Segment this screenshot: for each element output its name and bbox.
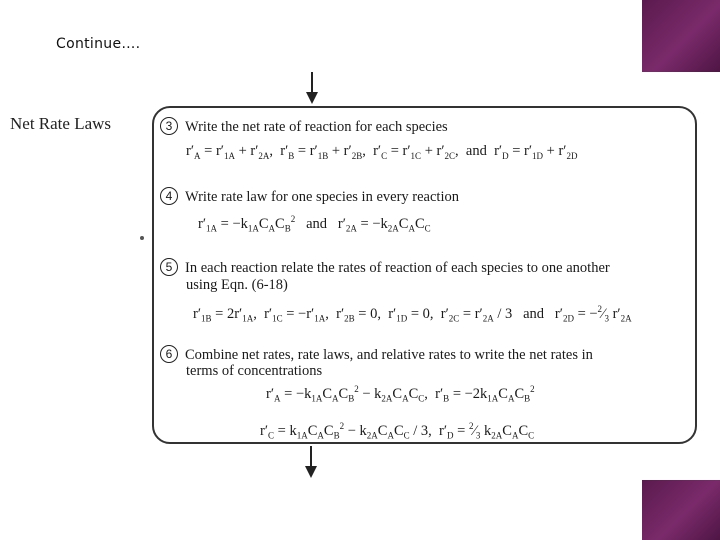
step-text: In each reaction relate the rates of reaction of each species to one another	[185, 260, 610, 276]
equation-relative-rates: $r'_{1B} = 2r'_{1A}$, $r'_{1C} = -r'_{1A}$, $r'_{2B} = 0$, $r'_{1D} = 0$, $r'_{2C} = r'_{2A} / 3$ and $r'_{2D}$ = $-^2⁄_3$ $r'_{2A}$	[193, 304, 632, 324]
step-number-badge: 5	[160, 258, 178, 276]
step-text: Combine net rates, rate laws, and relative rates to write the net rates in	[185, 347, 593, 363]
step-number-badge: 4	[160, 187, 178, 205]
equation-rate-laws: $r'_{1A} = -k_{1A}C_AC_B^2$ and $r'_{2A} = -k_{2A}C_AC_C$	[198, 214, 431, 234]
decorative-accent-top	[642, 0, 720, 72]
step-5-continued: using Eqn. (6-18)	[186, 277, 288, 293]
equation-net-rates: $r'_A = r'_{1A} + r'_{2A}$, $r'_B = r'_{1B} + r'_{2B}$, $r'_C = r'_{1C} + r'_{2C}$, and $r'_D = r'_{1D} + r'_{2D}$	[186, 143, 578, 161]
equation-combined-1: $r'_A = -k_{1A}C_AC_B^2 - k_{2A}C_AC_C$, $r'_B = -2k_{1A}C_AC_B^2$	[266, 384, 535, 404]
arrow-down-icon	[304, 72, 320, 106]
decorative-accent-bottom	[642, 480, 720, 540]
step-5	[160, 258, 610, 277]
step-6-continued: terms of concentrations	[186, 363, 323, 379]
equation-combined-2: $r'_C = k_{1A}C_AC_B^2 - k_{2A}C_AC_C / 3$, $r'_D$ = $^2⁄_3$ $k_{2A}C_AC_C$	[260, 421, 535, 441]
step-number-badge: 6	[160, 345, 178, 363]
arrow-down-icon	[303, 446, 319, 480]
step-4	[160, 187, 459, 206]
step-text: Write rate law for one species in every reaction	[185, 189, 459, 205]
step-number-badge: 3	[160, 117, 178, 135]
net-rate-laws-title: Net Rate Laws	[10, 114, 112, 133]
step-text: Write the net rate of reaction for each species	[185, 119, 448, 135]
continue-label: Continue….	[56, 36, 141, 52]
step-3	[160, 117, 448, 136]
bullet-dot	[140, 236, 144, 240]
